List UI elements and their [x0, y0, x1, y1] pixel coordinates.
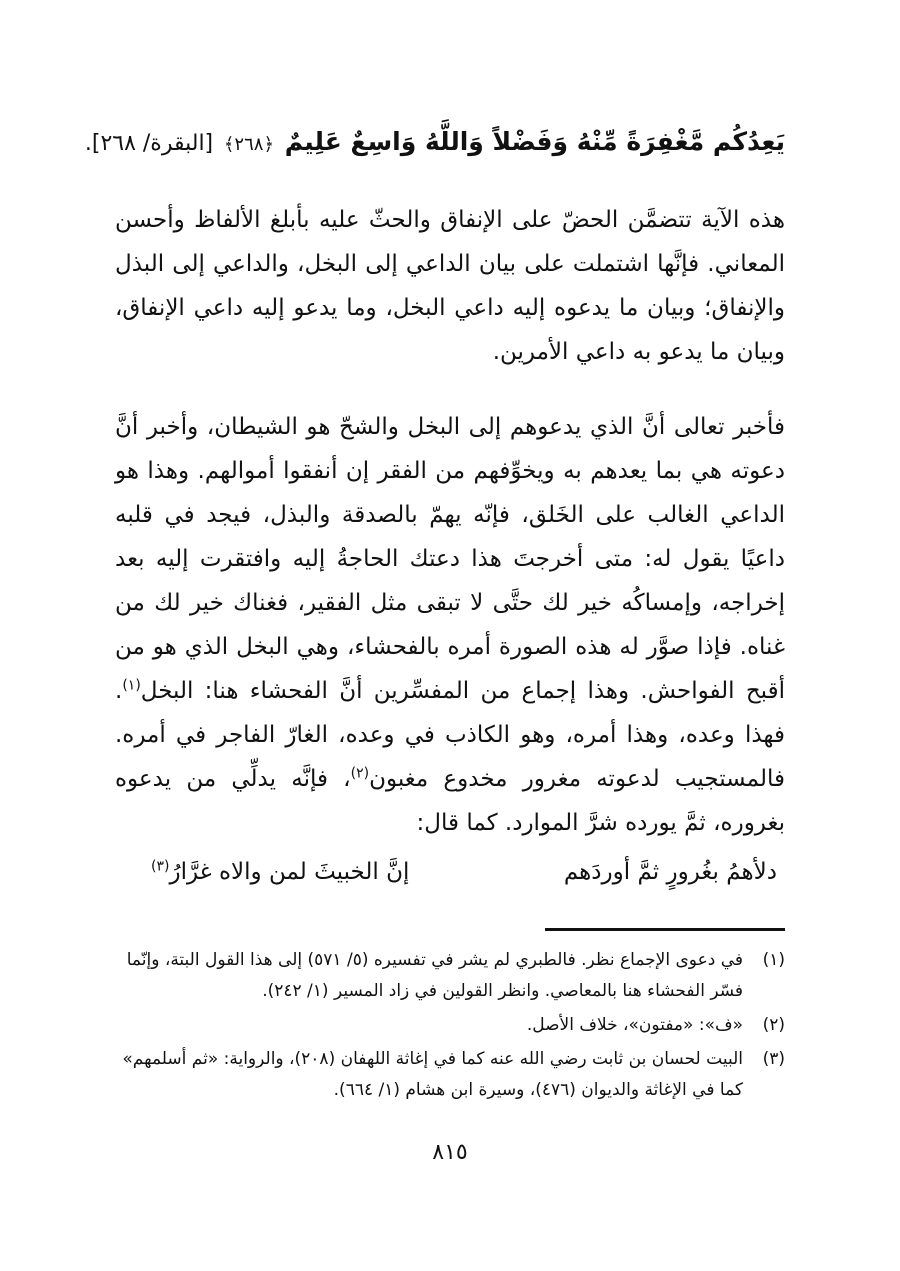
footnote-ref-1[interactable]: (١)	[122, 677, 141, 694]
quran-verse-line	[84, 120, 785, 167]
footnote-ref-3[interactable]: (٣)	[151, 858, 170, 875]
poem-first-hemistich: دلأهمُ بغُرورٍ ثمَّ أوردَهم	[563, 859, 777, 885]
verse-reference: [البقرة/ ٢٦٨].	[84, 131, 214, 156]
paragraph-1	[115, 198, 785, 374]
footnote-3	[95, 1044, 785, 1106]
paragraph-2-text	[115, 405, 785, 845]
poem-verse	[115, 850, 785, 894]
paragraph-2	[115, 405, 785, 845]
ayah-number-marker: ﴿٢٦٨﴾	[223, 134, 274, 155]
footnote-divider	[545, 928, 785, 931]
poem-second-hemistich-text: إنَّ الخبيثَ لمن والاه غرَّارُ	[169, 859, 410, 885]
paragraph-2-part-3: ، فإنَّه يدلِّي من يدعوه بغروره، ثمَّ يورده شرَّ الموارد. كما قال:	[115, 766, 785, 836]
paragraph-2-part-1: فأخبر تعالى أنَّ الذي يدعوهم إلى البخل والشحّ هو الشيطان، وأخبر أنَّ دعوته هي بما يعدهم به ويخوِّفهم من الفقر إن أنفقوا أموالهم. وهذا هو الداعي الغالب على الخَلق، فإنّه يهمّ بالصدقة والبذل، فيجد في قلبه داعيًا يقول له: متى أخرجتَ هذا دعتك الحاجةُ إليه وافتقرت إليه بعد إخراجه، وإمساكُه خير لك حتَّى لا تبقى مثل الفقير، فغناك خير لك من غناه. فإذا صوَّر له هذه الصورة أمره بالفحشاء، وهي البخل الذي هو من أقبح الفواحش. وهذا إجماع من المفسِّرين أنَّ الفحشاء هنا: البخل	[115, 414, 785, 704]
footnote-text: في دعوى الإجماع نظر. فالطبري لم يشر في تفسيره (٥/ ٥٧١) إلى هذا القول البتة، وإنّما فسّر الفحشاء هنا بالمعاصي. وانظر القولين في زاد المسير (١/ ٢٤٢).	[126, 950, 743, 1001]
footnotes	[95, 945, 785, 1109]
footnote-text: البيت لحسان بن ثابت رضي الله عنه كما في إغاثة اللهفان (٢٠٨)، والرواية: «ثم أسلمهم» كما في الإغاثة والديوان (٤٧٦)، وسيرة ابن هشام (١/ ٦٦٤).	[122, 1049, 743, 1100]
paragraph-2-part-2: . فهذا وعده، وهذا أمره، وهو الكاذب في وعده، الغارّ الفاجر في أمره. فالمستجيب لدعوته مغرور مخدوع مغبون	[115, 678, 785, 792]
page-number: ٨١٥	[432, 1140, 468, 1165]
footnote-number: (٢)	[762, 1015, 785, 1035]
footnote-number: (١)	[762, 950, 785, 970]
footnote-text: «ف»: «مفتون»، خلاف الأصل.	[526, 1015, 743, 1035]
footnote-1	[95, 945, 785, 1007]
poem-second-hemistich	[151, 850, 409, 894]
footnote-2	[95, 1010, 785, 1041]
footnote-ref-2[interactable]: (٢)	[350, 765, 370, 782]
footnote-number: (٣)	[762, 1049, 785, 1069]
verse-text: يَعِدُكُم مَّغْفِرَةً مِّنْهُ وَفَضْلاً وَاللَّهُ وَاسِعٌ عَلِيمٌ	[284, 127, 785, 156]
paragraph-1-text: هذه الآية تتضمَّن الحضّ على الإنفاق والحثّ عليه بأبلغ الألفاظ وأحسن المعاني. فإنَّها اشتملت على بيان الداعي إلى البخل، والداعي إلى البذل والإنفاق؛ وبيان ما يدعوه إليه داعي البخل، وما يدعو إليه داعي الإنفاق، وبيان ما يدعو به داعي الأمرين.	[115, 207, 785, 365]
